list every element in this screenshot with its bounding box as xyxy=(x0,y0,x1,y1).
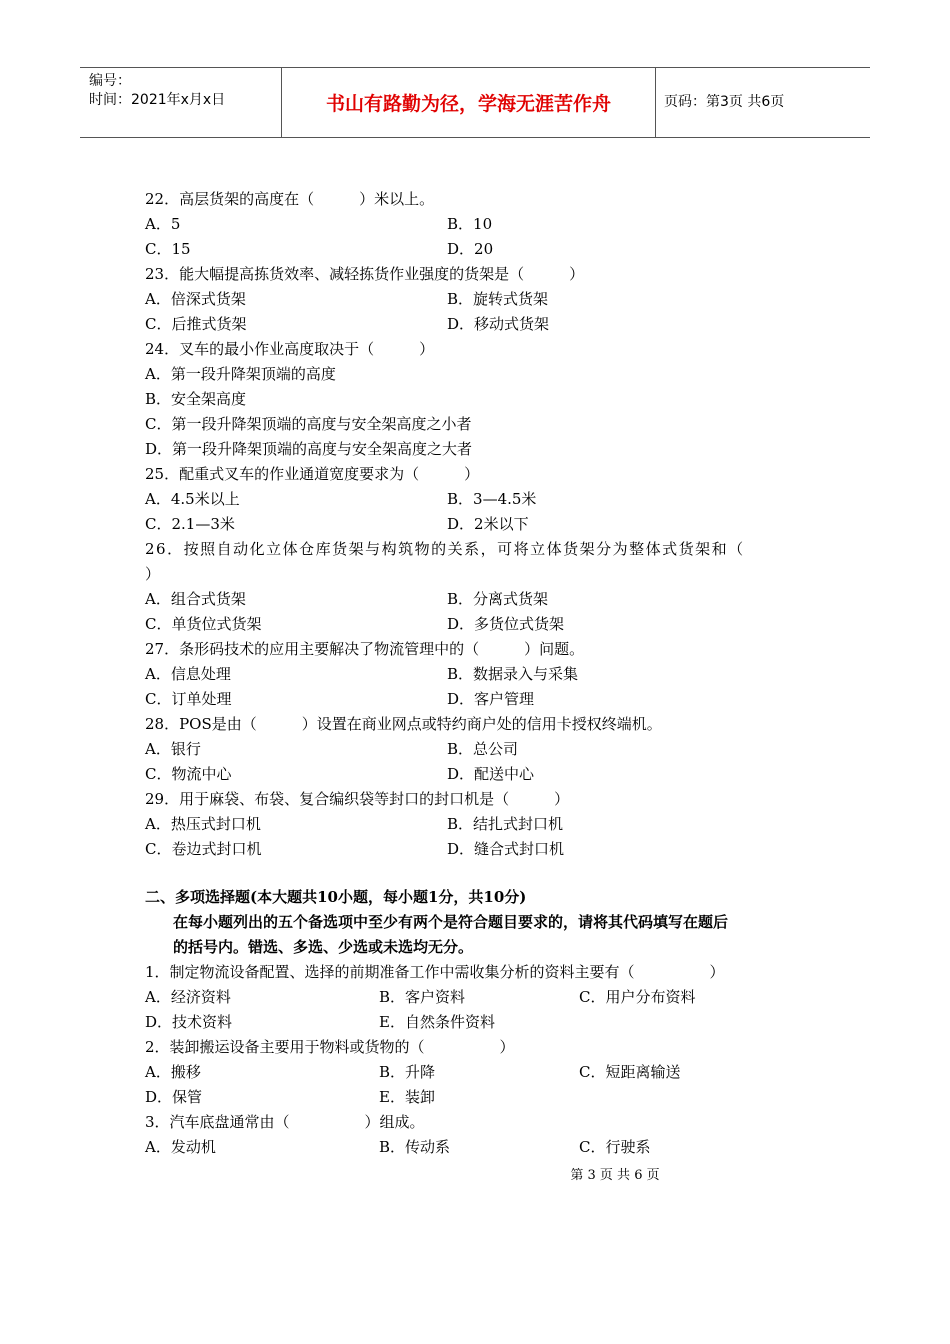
question-28: 28．POS是由（ ）设置在商业网点或特约商户处的信用卡授权终端机。 xyxy=(145,715,662,733)
section-gap xyxy=(145,862,825,885)
option-d: D．技术资料 xyxy=(145,1013,233,1031)
option-b: B．分离式货架 xyxy=(447,590,549,608)
motto: 书山有路勤为径，学海无涯苦作舟 xyxy=(325,93,611,115)
question-27: 27．条形码技术的应用主要解决了物流管理中的（ ）问题。 xyxy=(145,640,585,658)
option-a: A．组合式货架 xyxy=(145,590,246,608)
question-29: 29．用于麻袋、布袋、复合编织袋等封口的封口机是（ ） xyxy=(145,790,570,808)
page-header xyxy=(80,67,870,138)
option-b: B．结扎式封口机 xyxy=(447,815,564,833)
options-row xyxy=(145,312,825,337)
option-c: C．第一段升降架顶端的高度与安全架高度之小者 xyxy=(145,415,472,433)
option-c: C．单货位式货架 xyxy=(145,615,262,633)
option-a: A．信息处理 xyxy=(145,665,231,683)
option-c: C．用户分布资料 xyxy=(579,988,696,1006)
options-row xyxy=(145,985,825,1010)
page-info: 页码：第3页 共6页 xyxy=(664,94,785,110)
question-25: 25．配重式叉车的作业通道宽度要求为（ ） xyxy=(145,465,480,483)
option-a: A．搬移 xyxy=(145,1063,201,1081)
option-b: B．升降 xyxy=(379,1063,436,1081)
exam-content xyxy=(145,187,825,1160)
options-row xyxy=(145,737,825,762)
header-page-cell xyxy=(656,68,870,137)
serial-label: 编号： xyxy=(89,73,131,89)
options-row xyxy=(145,812,825,837)
multi-question-3: 3．汽车底盘通常由（ ）组成。 xyxy=(145,1113,425,1131)
option-a: A．发动机 xyxy=(145,1138,216,1156)
date-label: 时间：2021年x月x日 xyxy=(89,92,226,108)
option-b: B．安全架高度 xyxy=(145,390,247,408)
header-motto-cell xyxy=(282,68,656,137)
option-b: B．10 xyxy=(447,215,493,233)
option-c: C．2.1—3米 xyxy=(145,515,235,533)
options-row xyxy=(145,1060,825,1085)
section-instruction: 的括号内。错选、多选、少选或未选均无分。 xyxy=(173,938,474,956)
option-b: B．客户资料 xyxy=(379,988,466,1006)
option-d: D．移动式货架 xyxy=(447,315,550,333)
options-row xyxy=(145,212,825,237)
option-d: D．配送中心 xyxy=(447,765,535,783)
option-d: D．保管 xyxy=(145,1088,203,1106)
multi-question-2: 2．装卸搬运设备主要用于物料或货物的（ ） xyxy=(145,1038,515,1056)
option-a: A．第一段升降架顶端的高度 xyxy=(145,365,336,383)
option-b: B．数据录入与采集 xyxy=(447,665,579,683)
options-row xyxy=(145,662,825,687)
option-a: A．银行 xyxy=(145,740,201,758)
options-row xyxy=(145,587,825,612)
options-row xyxy=(145,612,825,637)
option-c: C．订单处理 xyxy=(145,690,232,708)
option-c: C．行驶系 xyxy=(579,1138,651,1156)
option-c: C．15 xyxy=(145,240,191,258)
option-a: A．倍深式货架 xyxy=(145,290,246,308)
option-e: E．自然条件资料 xyxy=(379,1013,495,1031)
section-title: 二、多项选择题(本大题共10小题，每小题1分，共10分) xyxy=(145,888,527,906)
options-row xyxy=(145,512,825,537)
section-instruction: 在每小题列出的五个备选项中至少有两个是符合题目要求的，请将其代码填写在题后 xyxy=(173,913,729,931)
options-row xyxy=(145,837,825,862)
options-row xyxy=(145,487,825,512)
option-d: D．2米以下 xyxy=(447,515,529,533)
option-d: D．多货位式货架 xyxy=(447,615,565,633)
option-c: C．短距离输送 xyxy=(579,1063,681,1081)
option-a: A．热压式封口机 xyxy=(145,815,261,833)
option-c: C．卷边式封口机 xyxy=(145,840,262,858)
question-22: 22．高层货架的高度在（ ）米以上。 xyxy=(145,190,435,208)
options-row xyxy=(145,762,825,787)
question-26-continued: ） xyxy=(145,565,161,583)
option-b: B．传动系 xyxy=(379,1138,451,1156)
option-e: E．装卸 xyxy=(379,1088,435,1106)
options-row xyxy=(145,237,825,262)
question-23: 23．能大幅提高拣货效率、减轻拣货作业强度的货架是（ ） xyxy=(145,265,585,283)
options-row xyxy=(145,287,825,312)
option-d: D．客户管理 xyxy=(447,690,535,708)
option-d: D．第一段升降架顶端的高度与安全架高度之大者 xyxy=(145,440,473,458)
option-a: A．4.5米以上 xyxy=(145,490,240,508)
option-a: A．5 xyxy=(145,215,181,233)
multi-question-1: 1．制定物流设备配置、选择的前期准备工作中需收集分析的资料主要有（ ） xyxy=(145,963,725,981)
option-b: B．旋转式货架 xyxy=(447,290,549,308)
option-b: B．3—4.5米 xyxy=(447,490,537,508)
option-d: D．缝合式封口机 xyxy=(447,840,565,858)
option-b: B．总公司 xyxy=(447,740,519,758)
question-26: 26．按照自动化立体仓库货架与构筑物的关系，可将立体货架分为整体式货架和（ xyxy=(145,540,745,558)
option-a: A．经济资料 xyxy=(145,988,231,1006)
page-footer: 第 3 页 共 6 页 xyxy=(570,1168,660,1183)
option-c: C．后推式货架 xyxy=(145,315,247,333)
question-24: 24．叉车的最小作业高度取决于（ ） xyxy=(145,340,435,358)
options-row xyxy=(145,687,825,712)
header-meta-cell xyxy=(80,68,282,137)
options-row xyxy=(145,1135,825,1160)
option-d: D．20 xyxy=(447,240,494,258)
option-c: C．物流中心 xyxy=(145,765,232,783)
options-row xyxy=(145,1010,825,1035)
options-row xyxy=(145,1085,825,1110)
